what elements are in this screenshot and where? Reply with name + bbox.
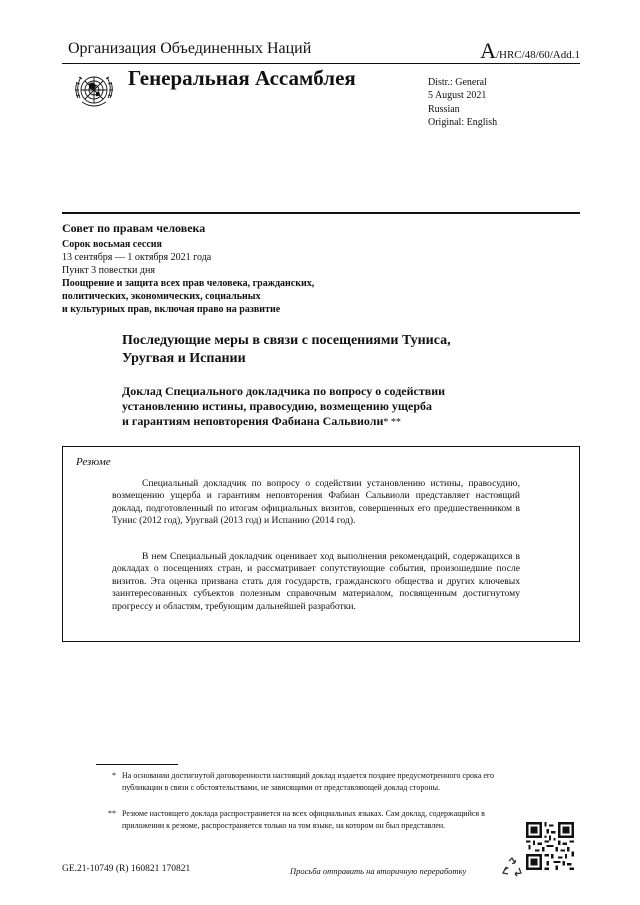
session-dates: 13 сентября — 1 октября 2021 года <box>62 252 212 263</box>
summary-label: Резюме <box>76 456 111 468</box>
agenda-item: Пункт 3 повестки дня <box>62 265 155 276</box>
agenda-title-line: и культурных прав, включая право на развитие <box>62 304 281 315</box>
report-title <box>122 332 552 368</box>
assembly-title: Генеральная Ассамблея <box>128 66 356 90</box>
footnote-mark: * <box>112 771 116 780</box>
recycle-icon <box>500 856 524 880</box>
summary-paragraph: Специальный докладчик по вопросу о содействии установлению истины, правосудию, возмещению ущерба и гарантиям неповторения Фабиан Сальвиоли представляет настоящий доклад, подготовленный по итогам официальных визитов, совершенных его предшественником в Тунис (2012 год), Уругвай (2013 год) и Испанию (2014 год). <box>112 478 520 527</box>
agenda-title-line: политических, экономических, социальных <box>62 291 261 302</box>
footnote-mark: ** <box>108 809 116 818</box>
header-rule <box>62 63 580 64</box>
subtitle-line: и гарантиям неповторения Фабиана Сальвиоли <box>122 414 384 428</box>
title-line: Уругвая и Испании <box>122 351 246 366</box>
report-subtitle <box>122 384 552 430</box>
footnote-markers: * ** <box>383 417 401 428</box>
summary-paragraph: В нем Специальный докладчик оценивает ход выполнения рекомендаций, содержащихся в докладах о посещениях стран, и рассматривает сопутствующие события, произошедшие после визитов. Эта оценка призвана стать для государств, гражданского общества и других ключевых заинтересованных субъектов полезным справочным материалом, посвященным достигнутому прогрессу и областям, требующим дальнейшей разработки. <box>112 551 520 612</box>
symbol-code: /HRC/48/60/Add.1 <box>495 49 580 61</box>
agenda-title-line: Поощрение и защита всех прав человека, гражданских, <box>62 278 315 289</box>
title-line: Последующие меры в связи с посещениями Туниса, <box>122 333 451 348</box>
council-name: Совет по правам человека <box>62 221 206 235</box>
distribution-block <box>428 76 497 129</box>
symbol-letter: A <box>480 38 496 63</box>
session-info <box>62 222 362 316</box>
original-language-line: Original: English <box>428 116 498 128</box>
language-line: Russian <box>428 103 460 115</box>
qr-code-icon <box>526 822 574 870</box>
un-emblem-icon <box>72 68 116 112</box>
footnote-rule <box>96 764 178 765</box>
organization-name: Организация Объединенных Наций <box>68 40 312 57</box>
footnote-text: Резюме настоящего доклада распространяется на всех официальных языках. Сам доклад, содержащийся в приложении к резюме, распространяется только на том языке, на котором он был представлен. <box>122 809 485 830</box>
recycle-note: Просьба отправить на вторичную переработку <box>290 866 467 876</box>
session-name: Сорок восьмая сессия <box>62 239 162 250</box>
section-rule <box>62 212 580 214</box>
subtitle-line: Доклад Специального докладчика по вопросу о содействии <box>122 384 446 398</box>
date-line: 5 August 2021 <box>428 90 487 102</box>
subtitle-line: установлению истины, правосудию, возмещению ущерба <box>122 399 433 413</box>
footnote-text: На основании достигнутой договоренности настоящий доклад издается позднее предусмотренного срока его публикации в связи с обстоятельствами, не зависящими от представляющей доклад стороны. <box>122 771 495 792</box>
job-number: GE.21-10749 (R) 160821 170821 <box>62 864 191 874</box>
document-symbol <box>480 38 580 64</box>
distribution-line: Distr.: General <box>428 77 487 88</box>
